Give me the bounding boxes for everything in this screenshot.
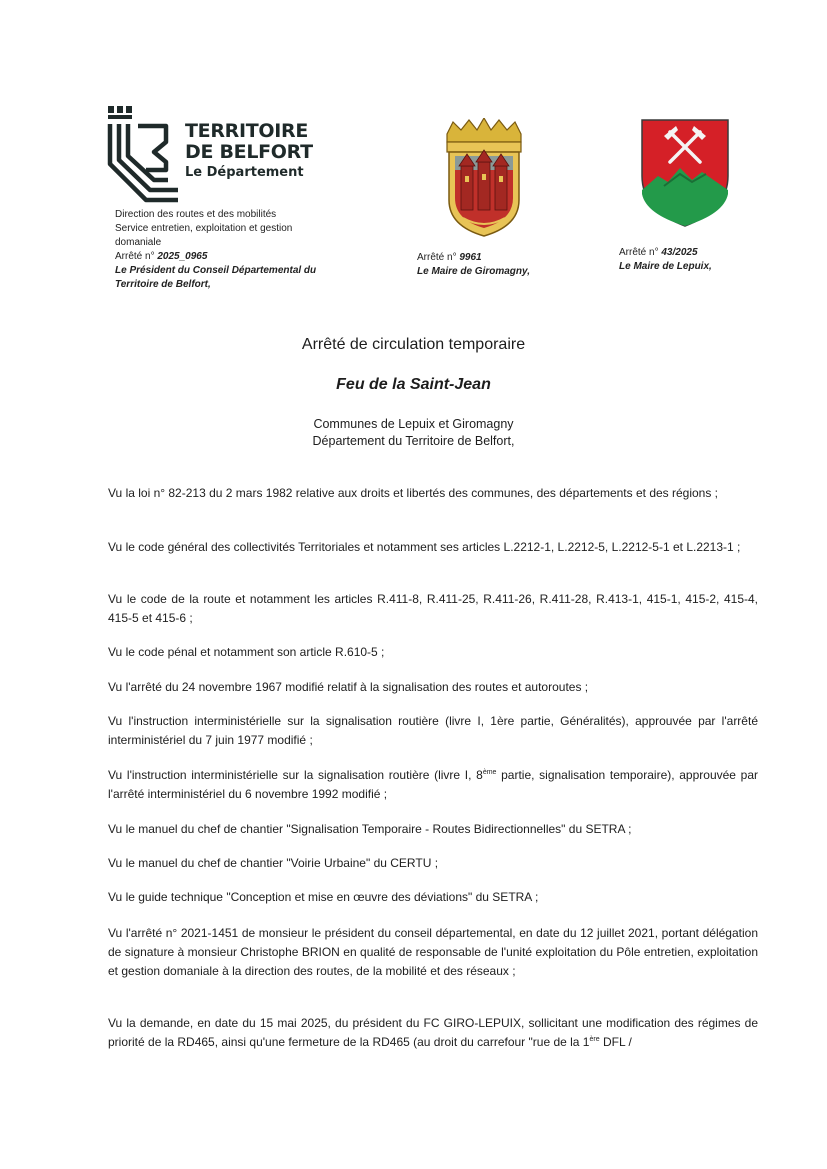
- logo-line-2: DE BELFORT: [185, 141, 313, 163]
- vu-clause: Vu le manuel du chef de chantier "Signalisation Temporaire - Routes Bidirectionnelles" du SETRA ;: [108, 822, 632, 836]
- logo-line-1: TERRITOIRE: [185, 120, 309, 142]
- giromagny-signatory: Le Maire de Giromagny,: [417, 266, 530, 277]
- departement-logo-wordmark: [185, 121, 335, 180]
- departement-header-block: [115, 208, 355, 292]
- departement-logo-icon: [106, 104, 184, 208]
- vu-clause: Vu l'instruction interministérielle sur la signalisation routière (livre I, 8ème partie, signalisation temporaire), approuvée par l'arrêté interministériel du 6 novembre 1992 modifié ;: [108, 768, 758, 801]
- vu-clause: Vu l'arrêté n° 2021-1451 de monsieur le président du conseil départemental, en date du 12 juillet 2021, portant délégation de signature à monsieur Christophe BRION en qualité de responsable de l'unité exploitation du Pôle entretien, exploitation et gestion domaniale à la direction des routes, de la mobilité et des réseaux ;: [108, 926, 758, 978]
- logo-line-3: Le Département: [185, 165, 304, 180]
- vu-clause: Vu le guide technique "Conception et mise en œuvre des déviations" du SETRA ;: [108, 890, 539, 904]
- giromagny-header-block: [417, 251, 567, 279]
- service-line: Service entretien, exploitation et gestion: [115, 223, 293, 234]
- vu-clause: Vu le code pénal et notamment son article R.610-5 ;: [108, 645, 385, 659]
- giromagny-arrete-number: Arrêté n° 9961: [417, 252, 482, 263]
- direction-line: Direction des routes et des mobilités: [115, 209, 277, 220]
- vu-clause: Vu la demande, en date du 15 mai 2025, du président du FC GIRO-LEPUIX, sollicitant une modification des régimes de priorité de la RD465, ainsi qu'une fermeture de la RD465 (au droit du carrefour "rue de la 1ère DFL /: [108, 1016, 758, 1049]
- vu-clause: Vu le manuel du chef de chantier "Voirie Urbaine" du CERTU ;: [108, 856, 439, 870]
- lepuix-arrete-number: Arrêté n° 43/2025: [619, 247, 698, 258]
- departement-signatory-line-1: Le Président du Conseil Départemental du: [115, 265, 317, 276]
- vu-clause: Vu la loi n° 82-213 du 2 mars 1982 relative aux droits et libertés des communes, des départements et des régions ;: [108, 486, 719, 500]
- lepuix-signatory: Le Maire de Lepuix,: [619, 261, 712, 272]
- vu-clause: Vu le code de la route et notamment les articles R.411-8, R.411-25, R.411-26, R.411-28, R.413-1, 415-1, 415-2, 415-4, 415-5 et 415-6 ;: [108, 592, 758, 625]
- vu-clause: Vu l'instruction interministérielle sur la signalisation routière (livre I, 1ère partie, Généralités), approuvée par l'arrêté interministériel du 7 juin 1977 modifié ;: [108, 714, 758, 747]
- document-subtitle: Feu de la Saint-Jean: [336, 376, 491, 393]
- vu-clause: Vu le code général des collectivités Territoriales et notamment ses articles L.2212-1, L.2212-5, L.2212-5-1 et L.2213-1 ;: [108, 540, 741, 554]
- departement-arrete-number: Arrêté n° 2025_0965: [115, 251, 208, 262]
- vu-clause: Vu l'arrêté du 24 novembre 1967 modifié relatif à la signalisation des routes et autoroutes ;: [108, 680, 589, 694]
- document-location: [0, 416, 827, 450]
- document-title: Arrêté de circulation temporaire: [301, 336, 526, 353]
- departement-line: Département du Territoire de Belfort,: [312, 434, 515, 448]
- lepuix-header-block: [619, 246, 779, 274]
- service-line-2: domaniale: [115, 237, 162, 248]
- communes-line: Communes de Lepuix et Giromagny: [313, 417, 514, 431]
- lepuix-coat-of-arms-icon: [640, 118, 730, 228]
- giromagny-coat-of-arms-icon: [441, 118, 527, 240]
- departement-signatory-line-2: Territoire de Belfort,: [115, 279, 211, 290]
